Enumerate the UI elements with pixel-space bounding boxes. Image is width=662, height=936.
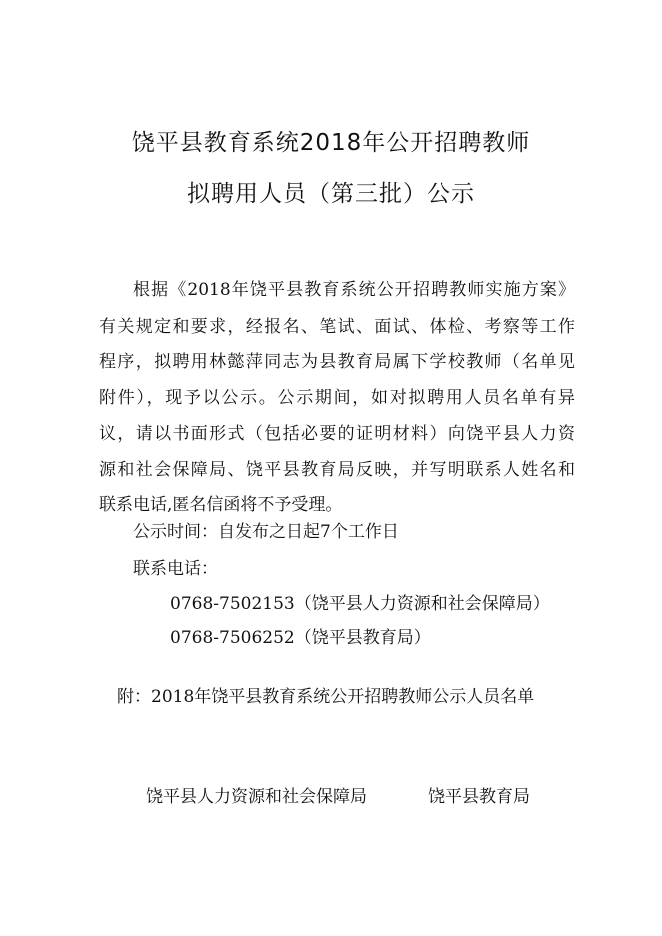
body-paragraph-line-3: 程序，拟聘用林懿萍同志为县教育局属下学校教师（名单见 [99, 352, 575, 372]
contact-phone-hr-bureau: 0768-7502153（饶平县人力资源和社会保障局） [170, 594, 550, 614]
signature-hr-bureau: 饶平县人力资源和社会保障局 [146, 787, 367, 807]
body-paragraph-line-7: 联系电话,匿名信函将不予受理。 [99, 495, 343, 515]
body-paragraph-line-1: 根据《2018年饶平县教育系统公开招聘教师实施方案》 [133, 280, 575, 300]
attachment-note: 附：2018年饶平县教育系统公开招聘教师公示人员名单 [117, 687, 535, 707]
publicity-time: 公示时间：自发布之日起7个工作日 [133, 522, 399, 542]
contact-phone-label: 联系电话： [133, 559, 218, 579]
body-paragraph-line-5: 议，请以书面形式（包括必要的证明材料）向饶平县人力资 [99, 424, 575, 444]
document-title-line-1: 饶平县教育系统2018年公开招聘教师 [131, 130, 531, 156]
body-paragraph-line-2: 有关规定和要求，经报名、笔试、面试、体检、考察等工作 [99, 317, 575, 337]
contact-phone-education-bureau: 0768-7506252（饶平县教育局） [170, 628, 431, 648]
signature-education-bureau: 饶平县教育局 [428, 787, 530, 807]
body-paragraph-line-6: 源和社会保障局、饶平县教育局反映，并写明联系人姓名和 [99, 460, 575, 480]
document-title-line-2: 拟聘用人员（第三批）公示 [187, 181, 475, 207]
body-paragraph-line-4: 附件），现予以公示。公示期间，如对拟聘用人员名单有异 [99, 388, 575, 408]
